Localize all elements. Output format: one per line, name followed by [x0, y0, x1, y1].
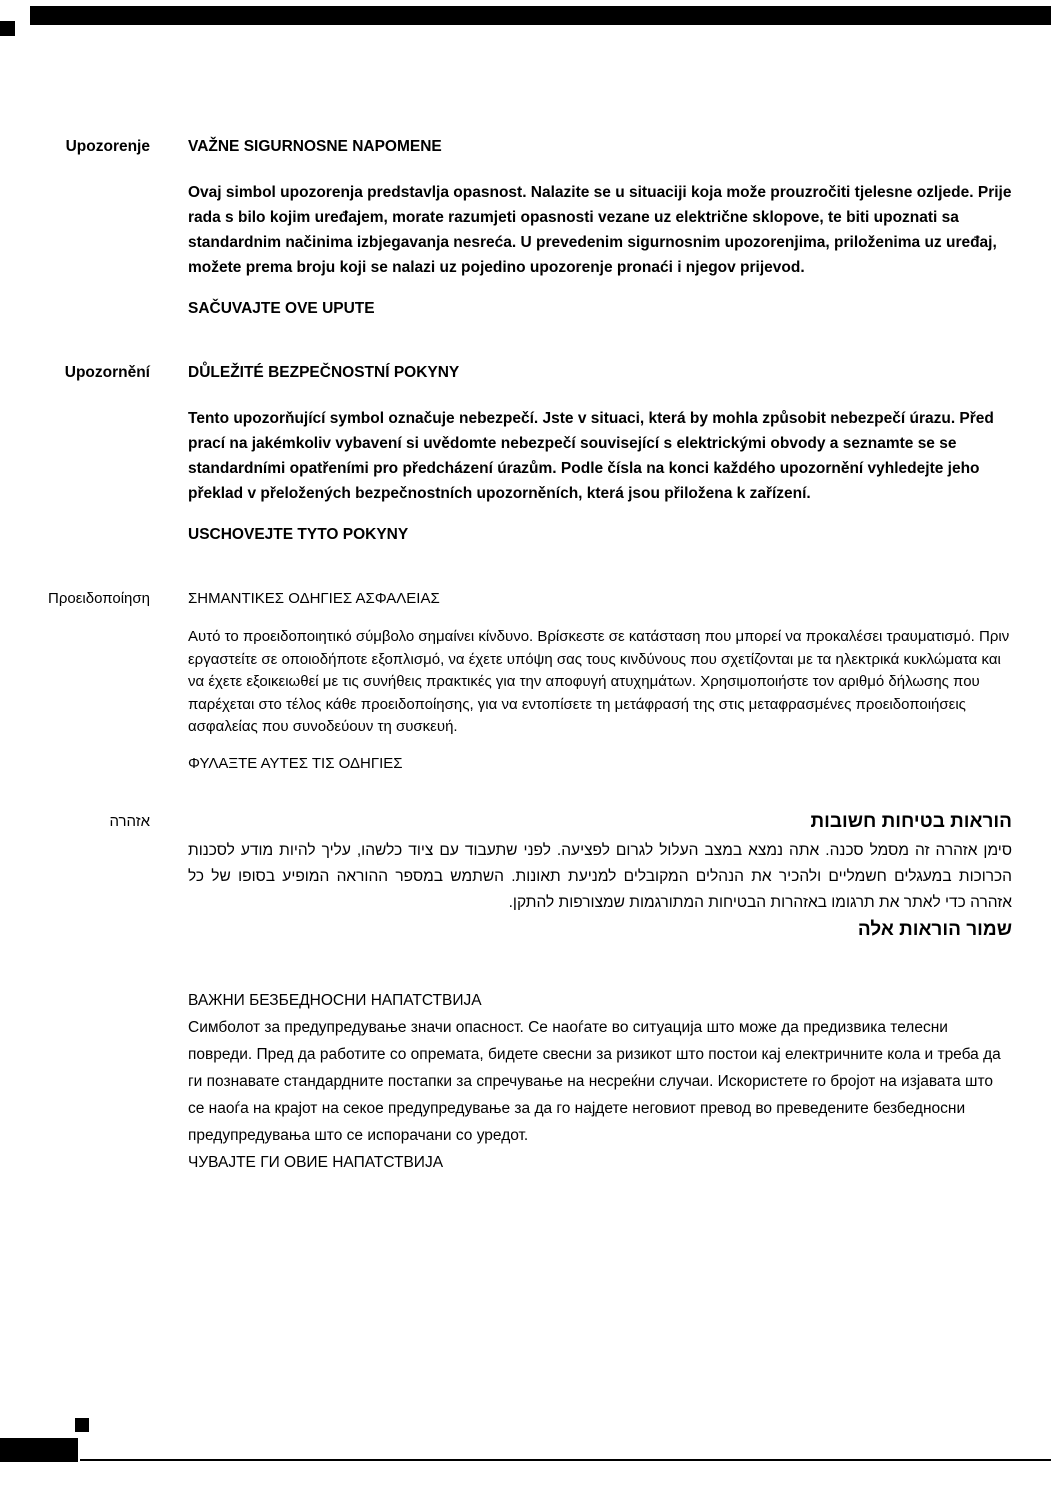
- warning-save-instructions: ΦΥΛΑΞΤΕ ΑΥΤΕΣ ΤΙΣ ΟΔΗΓΙΕΣ: [188, 754, 403, 772]
- footer-rule: [80, 1459, 1051, 1461]
- warning-title: ВАЖНИ БЕЗБЕДНОСНИ НАПАТСТВИЈА: [188, 991, 482, 1009]
- warning-label: Προειδοποίηση: [48, 590, 150, 607]
- warning-text-column: [188, 362, 1012, 546]
- warning-label: Upozornění: [64, 364, 150, 381]
- footer-corner-bar: [0, 1438, 78, 1462]
- warning-label: Upozorenje: [65, 138, 150, 155]
- warning-save-instructions: SAČUVAJTE OVE UPUTE: [188, 300, 375, 317]
- warning-label: אזהרה: [109, 812, 150, 830]
- warning-save-instructions: שמור הוראות אלה: [857, 918, 1012, 940]
- top-corner-square: [0, 21, 15, 36]
- footer-square: [75, 1418, 89, 1432]
- warning-section-czech: [0, 362, 1051, 546]
- warning-title: DŮLEŽITÉ BEZPEČNOSTNÍ POKYNY: [188, 364, 460, 381]
- warning-title: הוראות בטיחות חשובות: [810, 810, 1012, 832]
- warning-body: Αυτό το προειδοποιητικό σύμβολο σημαίνει κίνδυνο. Βρίσκεστε σε κατάσταση που μπορεί να προκαλέσει τραυματισμό. Πριν εργαστείτε σε οποιοδήποτε εξοπλισμό, να έχετε υπόψη σας τους κινδύνους που σχετίζονται με τα ηλεκτρικά κυκλώματα και να έχετε εξοικειωθεί με τις συνήθεις πρακτικές για την αποφυγή ατυχημάτων. Χρησιμοποιήστε τον αριθμό δήλωσης που παρέχεται στο τέλος κάθε προειδοποίησης, για να εντοπίσετε τη μετάφρασή της στις μεταφρασμένες προειδοποιήσεις ασφαλείας που συνοδεύουν τη συσκευή.: [188, 628, 1010, 735]
- warning-save-instructions: ЧУВАЈТЕ ГИ ОВИЕ НАПАТСТВИЈА: [188, 1153, 444, 1171]
- warning-section-macedonian: [0, 987, 1051, 1176]
- warning-text-column: [188, 588, 1012, 775]
- top-rule-bar: [30, 6, 1051, 25]
- warning-body: Tento upozorňující symbol označuje nebezpečí. Jste v situaci, která by mohla způsobit nebezpečí úrazu. Před prací na jakémkoliv vybavení si uvědomte nebezpečí související s elektrickými obvody a seznamte se se standardními opatřeními pro předcházení úrazům. Podle čísla na konci každého upozornění vyhledejte jeho překlad v přeložených bezpečnostních upozorněních, která jsou přiložena k zařízení.: [188, 410, 994, 502]
- warning-section-hebrew: [0, 811, 1051, 941]
- warning-text-column: [188, 987, 1012, 1176]
- page-content: [0, 136, 1051, 1218]
- warning-body: סימן אזהרה זה מסמל סכנה. אתה נמצא במצב העלול לגרום לפציעה. לפני שתעבוד עם ציוד כלשהו, עליך להיות מודע לסכנות הכרוכות במעגלים חשמליים ולהכיר את הנהלים המקובלים למניעת תאונות. השתמש במספר ההוראה המופיע בסופו של כל אזהרה כדי לאתר את תרגומו באזהרות הבטיחות המתורגמות שמצורפות להתקן.: [188, 841, 1012, 911]
- warning-title: ΣΗΜΑΝΤΙΚΕΣ ΟΔΗΓΙΕΣ ΑΣΦΑΛΕΙΑΣ: [188, 590, 440, 607]
- warning-body: Симболот за предупредување значи опасност. Се наоѓате во ситуација што може да предизвика телесни повреди. Пред да работите со опремата, бидете свесни за ризикот што постои кај електричните кола и треба да ги познавате стандардните постапки за спречување на несреќни случаи. Искористете го бројот на изјавата што се наоѓа на крајот на секое предупредување за да го најдете неговиот превод во преведените безбедносни предупредувања што се испорачани со уредот.: [188, 1018, 1001, 1144]
- warning-text-column: [188, 811, 1012, 941]
- warning-label: [0, 987, 150, 988]
- warning-section-croatian: [0, 136, 1051, 320]
- warning-section-greek: [0, 588, 1051, 775]
- warning-save-instructions: USCHOVEJTE TYTO POKYNY: [188, 526, 409, 543]
- warning-body: Ovaj simbol upozorenja predstavlja opasnost. Nalazite se u situaciji koja može prouzročiti tjelesne ozljede. Prije rada s bilo kojim uređajem, morate razumjeti opasnosti vezane uz električne sklopove, te biti upoznati sa standardnim načinima izbjegavanja nesreća. U prevedenim sigurnosnim upozorenjima, priloženima uz uređaj, možete prema broju koji se nalazi uz pojedino upozorenje pronaći i njegov prijevod.: [188, 184, 1012, 276]
- warning-title: VAŽNE SIGURNOSNE NAPOMENE: [188, 138, 442, 155]
- warning-text-column: [188, 136, 1012, 320]
